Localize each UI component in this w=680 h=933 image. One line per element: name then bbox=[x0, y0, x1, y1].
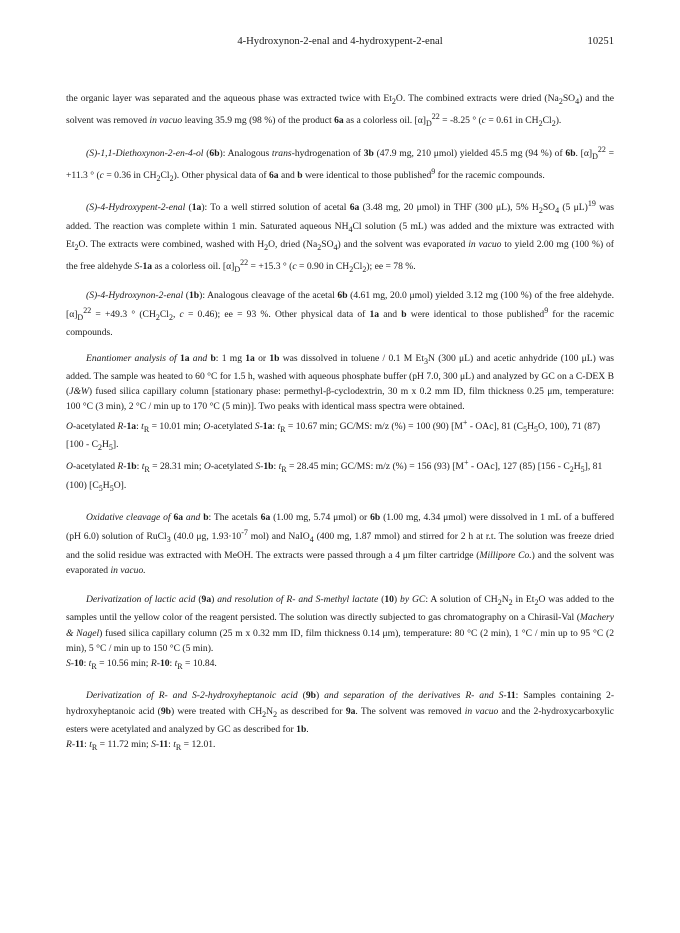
paragraph-enantiomer-analysis: Enantiomer analysis of 1a and b: 1 mg 1a or 1b was dissolved in toluene / 0.1 M $Et_3N$ (300 μL) and acetic anhydride (100 μL) was added. The sample was heated to 60 °C for 1.5 h, washed with aqueous phosphate buffer (pH 7.0, 300 μL) and analyzed by GC on a C-DEX B (J&W) fused silica capillary column [stationary phase: permethyl-β-cyclodextrin, 30 m x 0.2 mm ID, film thickness 0.25 μm, temperature: 100 °C (3 min), 2 °C / min up to 170 °C (5 min)]. Two peaks with identical mass spectra were obtained. bbox=[66, 352, 614, 413]
paragraph-oxidative-cleavage: Oxidative cleavage of 6a and b: The acetals 6a (1.00 mg, 5.74 μmol) or 6b (1.00 mg, 4.34 μmol) were dissolved in 1 mL of a buffered (pH 6.0) solution of RuCl$_3$ (40.0 μg, $1.93\cdot 10^{-7}$ mol) and NaIO$_4$ (400 mg, 1.87 mmol) and stirred for 2 h at r.t. The solution was freeze dried and the solid residue was extracted with MeOH. The extracts were passed through a 4 μm filter cartridge (Millipore Co.) and the solvent was evaporated in vacuo. bbox=[66, 511, 614, 576]
result-line-1b: O-acetylated R-1b: $t_R = 28.31$ min; O-acetylated S-1b: $t_R = 28.45$ min; GC/MS: m/z (%) = 156 (93) [M+ - OAc], 127 (85) $[156 - C_2H_5]$, 81 (100) $[C_5H_5O]$. bbox=[66, 458, 603, 493]
article-body bbox=[66, 91, 614, 755]
paragraph-product-6a: the organic layer was separated and the aqueous phase was extracted twice with $Et_2O$. The combined extracts were dried $(Na_2SO_4)$ and the solvent was removed in vacuo leaving 35.9 mg (98 %) of the product 6a as a colorless oil. $[\alpha]_D^{22} = -8.25$ ° (c = 0.61 in $CH_2Cl_2$). bbox=[66, 93, 614, 129]
running-header bbox=[66, 36, 614, 52]
paragraph-compound-6b: (S)-1,1-Diethoxynon-2-en-4-ol (6b): Analogous trans-hydrogenation of 3b (47.9 mg, 210 μmol) yielded 45.5 mg (94 %) of 6b. $[\alpha]_D^{22} = +11.3$ ° (c = 0.36 in $CH_2Cl_2$). Other physical data of 6a and b were identical to those published$^9$ for the racemic compounds. bbox=[66, 144, 614, 184]
result-line-1a: O-acetylated R-1a: $t_R = 10.01$ min; O-acetylated S-1a: $t_R = 10.67$ min; GC/MS: m/z (%) = 100 (90) [M+ - OAc], 81 ($C_5H_5O$, 100), 71 (87) $[100 - C_2H_5]$. bbox=[66, 417, 601, 452]
result-line-11: R-11: $t_R = 11.72$ min; S-11: $t_R = 12.01$. bbox=[66, 739, 216, 753]
running-title: 4-Hydroxynon-2-enal and 4-hydroxypent-2-enal bbox=[237, 36, 443, 47]
paragraph-lactic-acid-derivatization: Derivatization of lactic acid (9a) and resolution of R- and S-methyl lactate (10) by GC: A solution of $CH_2N_2$ in $Et_2O$ was added to the samples until the yellow color of the reagent persisted. The solution was directly subjected to gas chromatography on a Chirasil-Val (Machery & Nagel) fused silica capillary column (25 m x 0.32 mm ID, film thickness 0.14 μm), temperature: 80 °C (2 min), 1 °C / min up to 95 °C (2 min), 5 °C / min up to 150 °C (5 min). bbox=[66, 594, 615, 654]
paragraph-compound-1a: (S)-4-Hydroxypent-2-enal (1a): To a well stirred solution of acetal 6a (3.48 mg, 20 μmol) in THF (300 μL), 5% $H_2SO_4$ (5 μL)$^{19}$ was added. The reaction was complete within 1 min. Saturated aqueous $NH_4Cl$ solution (5 mL) was added and the mixture was extracted with $Et_2O$. The extracts were combined, washed with $H_2O$, dried $(Na_2SO_4)$ and the solvent was evaporated in vacuo to yield 2.00 mg (100 %) of the free aldehyde S-1a as a colorless oil. $[\alpha]_D^{22} = +15.3$ ° (c = 0.90 in $CH_2Cl_2$); ee = 78 %. bbox=[66, 199, 615, 275]
paragraph-hydroxyheptanoic-derivatization: Derivatization of R- and S-2-hydroxyheptanoic acid (9b) and separation of the derivatives R- and S-11: Samples containing 2-hydroxyheptanoic acid (9b) were treated with $CH_2N_2$ as described for 9a. The solvent was removed in vacuo and the 2-hydroxycarboxylic esters were acetylated and analyzed by GC as described for 1b. bbox=[66, 690, 615, 735]
page-number: 10251 bbox=[587, 36, 614, 47]
paragraph-compound-1b: (S)-4-Hydroxynon-2-enal (1b): Analogous cleavage of the acetal 6b (4.61 mg, 20.0 μmol) yielded 3.12 mg (100 %) of the free aldehyde. $[\alpha]_D^{22} = +49.3$ ° ($CH_2Cl_2$, c = 0.46); ee = 93 %. Other physical data of 1a and b were identical to those published$^9$ for the racemic compounds. bbox=[66, 289, 615, 339]
result-line-10: S-10: $t_R = 10.56$ min; R-10: $t_R = 10.84$. bbox=[66, 658, 217, 672]
